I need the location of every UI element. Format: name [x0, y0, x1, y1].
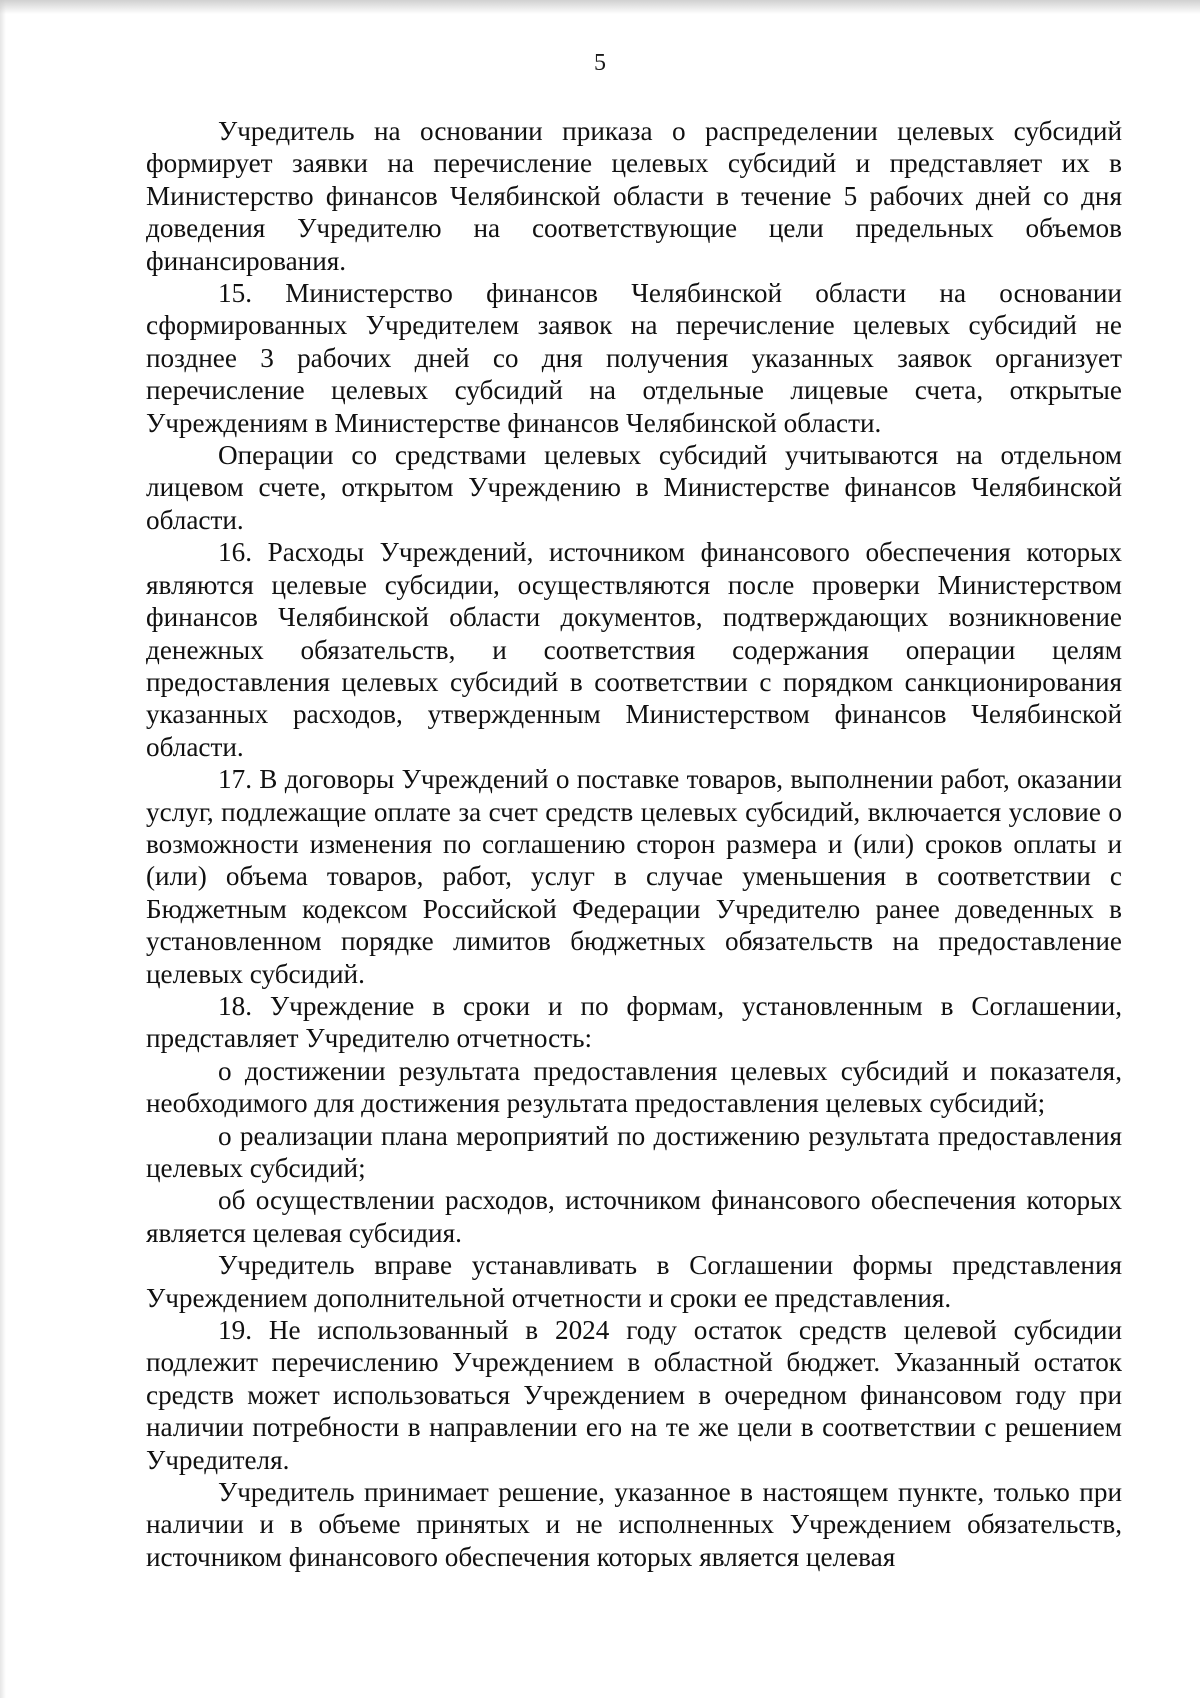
paragraph-15: 15. Министерство финансов Челябинской области на основании сформированных Учредителем заявок на перечисление целевых субсидий не позднее 3 рабочих дней со дня получения указанных заявок организует перечисление целевых субсидий на отдельные лицевые счета, открытые Учреждениям в Министерстве финансов Челябинской области.: [146, 278, 1122, 438]
paragraph-19: 19. Не использованный в 2024 году остаток средств целевой субсидии подлежит перечислению Учреждением в областной бюджет. Указанный остаток средств может использоваться Учреждением в очередном финансовом году при наличии потребности в направлении его на те же цели в соответствии с решением Учредителя.: [146, 1315, 1122, 1475]
scan-shadow-top: [0, 0, 1200, 14]
document-body: [146, 115, 1122, 1573]
paragraph-18-item-result: о достижении результата предоставления целевых субсидий и показателя, необходимого для достижения результата предоставления целевых субсидий;: [146, 1055, 1122, 1119]
paragraph-19-founder-decision: Учредитель принимает решение, указанное в настоящем пункте, только при наличии и в объеме принятых и не исполненных Учреждением обязательств, источником финансового обеспечения которых является целевая: [146, 1477, 1122, 1572]
paragraph-18-additional-reporting: Учредитель вправе устанавливать в Соглашении формы представления Учреждением дополнительной отчетности и сроки ее представления.: [146, 1250, 1122, 1313]
paragraph-15-accounts: Операции со средствами целевых субсидий учитываются на отдельном лицевом счете, открытом Учреждению в Министерстве финансов Челябинской области.: [146, 440, 1122, 535]
page-number: 5: [594, 50, 606, 76]
paragraph-18: 18. Учреждение в сроки и по формам, установленным в Соглашении, представляет Учредителю отчетность:: [146, 990, 1122, 1054]
paragraph-16: 16. Расходы Учреждений, источником финансового обеспечения которых являются целевые субсидии, осуществляются после проверки Министерством финансов Челябинской области документов, подтверждающих возникновение денежных обязательств, и соответствия содержания операции целям предоставления целевых субсидий в соответствии с порядком санкционирования указанных расходов, утвержденным Министерством финансов Челябинской области.: [146, 537, 1122, 762]
paragraph-18-item-plan: о реализации плана мероприятий по достижению результата предоставления целевых субсидий;: [146, 1120, 1122, 1183]
scan-shadow-left: [0, 0, 6, 1698]
paragraph-18-item-expenses: об осуществлении расходов, источником финансового обеспечения которых является целевая субсидия.: [146, 1185, 1122, 1248]
paragraph-founder-applications: Учредитель на основании приказа о распределении целевых субсидий формирует заявки на перечисление целевых субсидий и представляет их в Министерство финансов Челябинской области в течение 5 рабочих дней со дня доведения Учредителю на соответствующие цели предельных объемов финансирования.: [146, 116, 1122, 276]
paragraph-17: 17. В договоры Учреждений о поставке товаров, выполнении работ, оказании услуг, подлежащие оплате за счет средств целевых субсидий, включается условие о возможности изменения по соглашению сторон размера и (или) сроков оплаты и (или) объема товаров, работ, услуг в случае уменьшения в соответствии с Бюджетным кодексом Российской Федерации Учредителю ранее доведенных в установленном порядке лимитов бюджетных обязательств на предоставление целевых субсидий.: [146, 764, 1122, 989]
